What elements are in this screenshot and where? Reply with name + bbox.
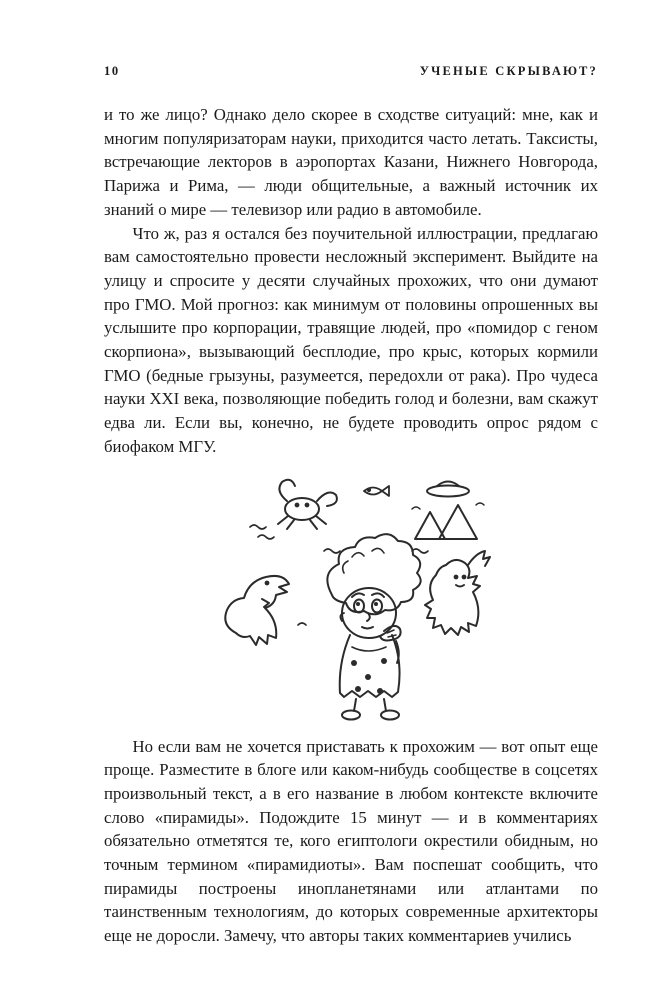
page-number: 10 <box>104 64 120 78</box>
ufo-pyramids-icon <box>412 481 484 539</box>
page-body <box>104 103 598 948</box>
dinosaur-icon <box>225 575 289 644</box>
thinking-caveman-icon <box>327 534 420 719</box>
paragraph-3: Но если вам не хочется приставать к прохожим — вот опыт еще проще. Разместите в блоге или каком-нибудь сообществе в соцсетях произвольный текст, а в его название в любом контексте включите слово «пирамиды». Подождите 15 минут — и в комментариях обязательно отметятся те, кого египтологи окрестили обидным, но точным термином «пирамидиоты». Вам поспешат сообщить, что пирамиды построены инопланетянами или атлантами по таинственным технологиям, до которых современные архитекторы еще не доросли. Замечу, что авторы таких комментариев учились <box>104 736 598 946</box>
illustration-svg <box>206 465 496 727</box>
fish-icon <box>364 486 389 496</box>
paragraph-1: и то же лицо? Однако дело скорее в сходстве ситуаций: мне, как и многим популяризаторам науки, приходится часто летать. Таксисты, встречающие лекторов в аэропортах Казани, Нижнего Новгорода, Парижа и Рима, — люди общительные, а важный источник их знаний о мире — телевизор или радио в автомобиле. <box>104 105 598 219</box>
page-header <box>104 64 598 79</box>
paragraph-2: Что ж, раз я остался без поучительной иллюстрации, предлагаю вам самостоятельно провести несложный эксперимент. Выйдите на улицу и спросите у десяти случайных прохожих, что они думают про ГМО. Мой прогноз: как минимум от половины опрошенных вы услышите про корпорации, травящие людей, про «помидор с геном скорпиона», вызывающий бесплодие, про крыс, которых кормили ГМО (бедные грызуны, разумеется, передохли от рака). Про чудеса науки XXI века, позволяющие победить голод и болезни, вам скажут едва ли. Если вы, конечно, не будете проводить опрос рядом с биофаком МГУ. <box>104 223 598 456</box>
motion-squiggles-icon <box>250 525 428 625</box>
running-title: УЧЕНЫЕ СКРЫВАЮТ? <box>419 64 598 78</box>
crab-icon <box>278 479 337 528</box>
illustration-thinking-caveman <box>201 465 501 727</box>
yeti-icon <box>425 551 490 635</box>
